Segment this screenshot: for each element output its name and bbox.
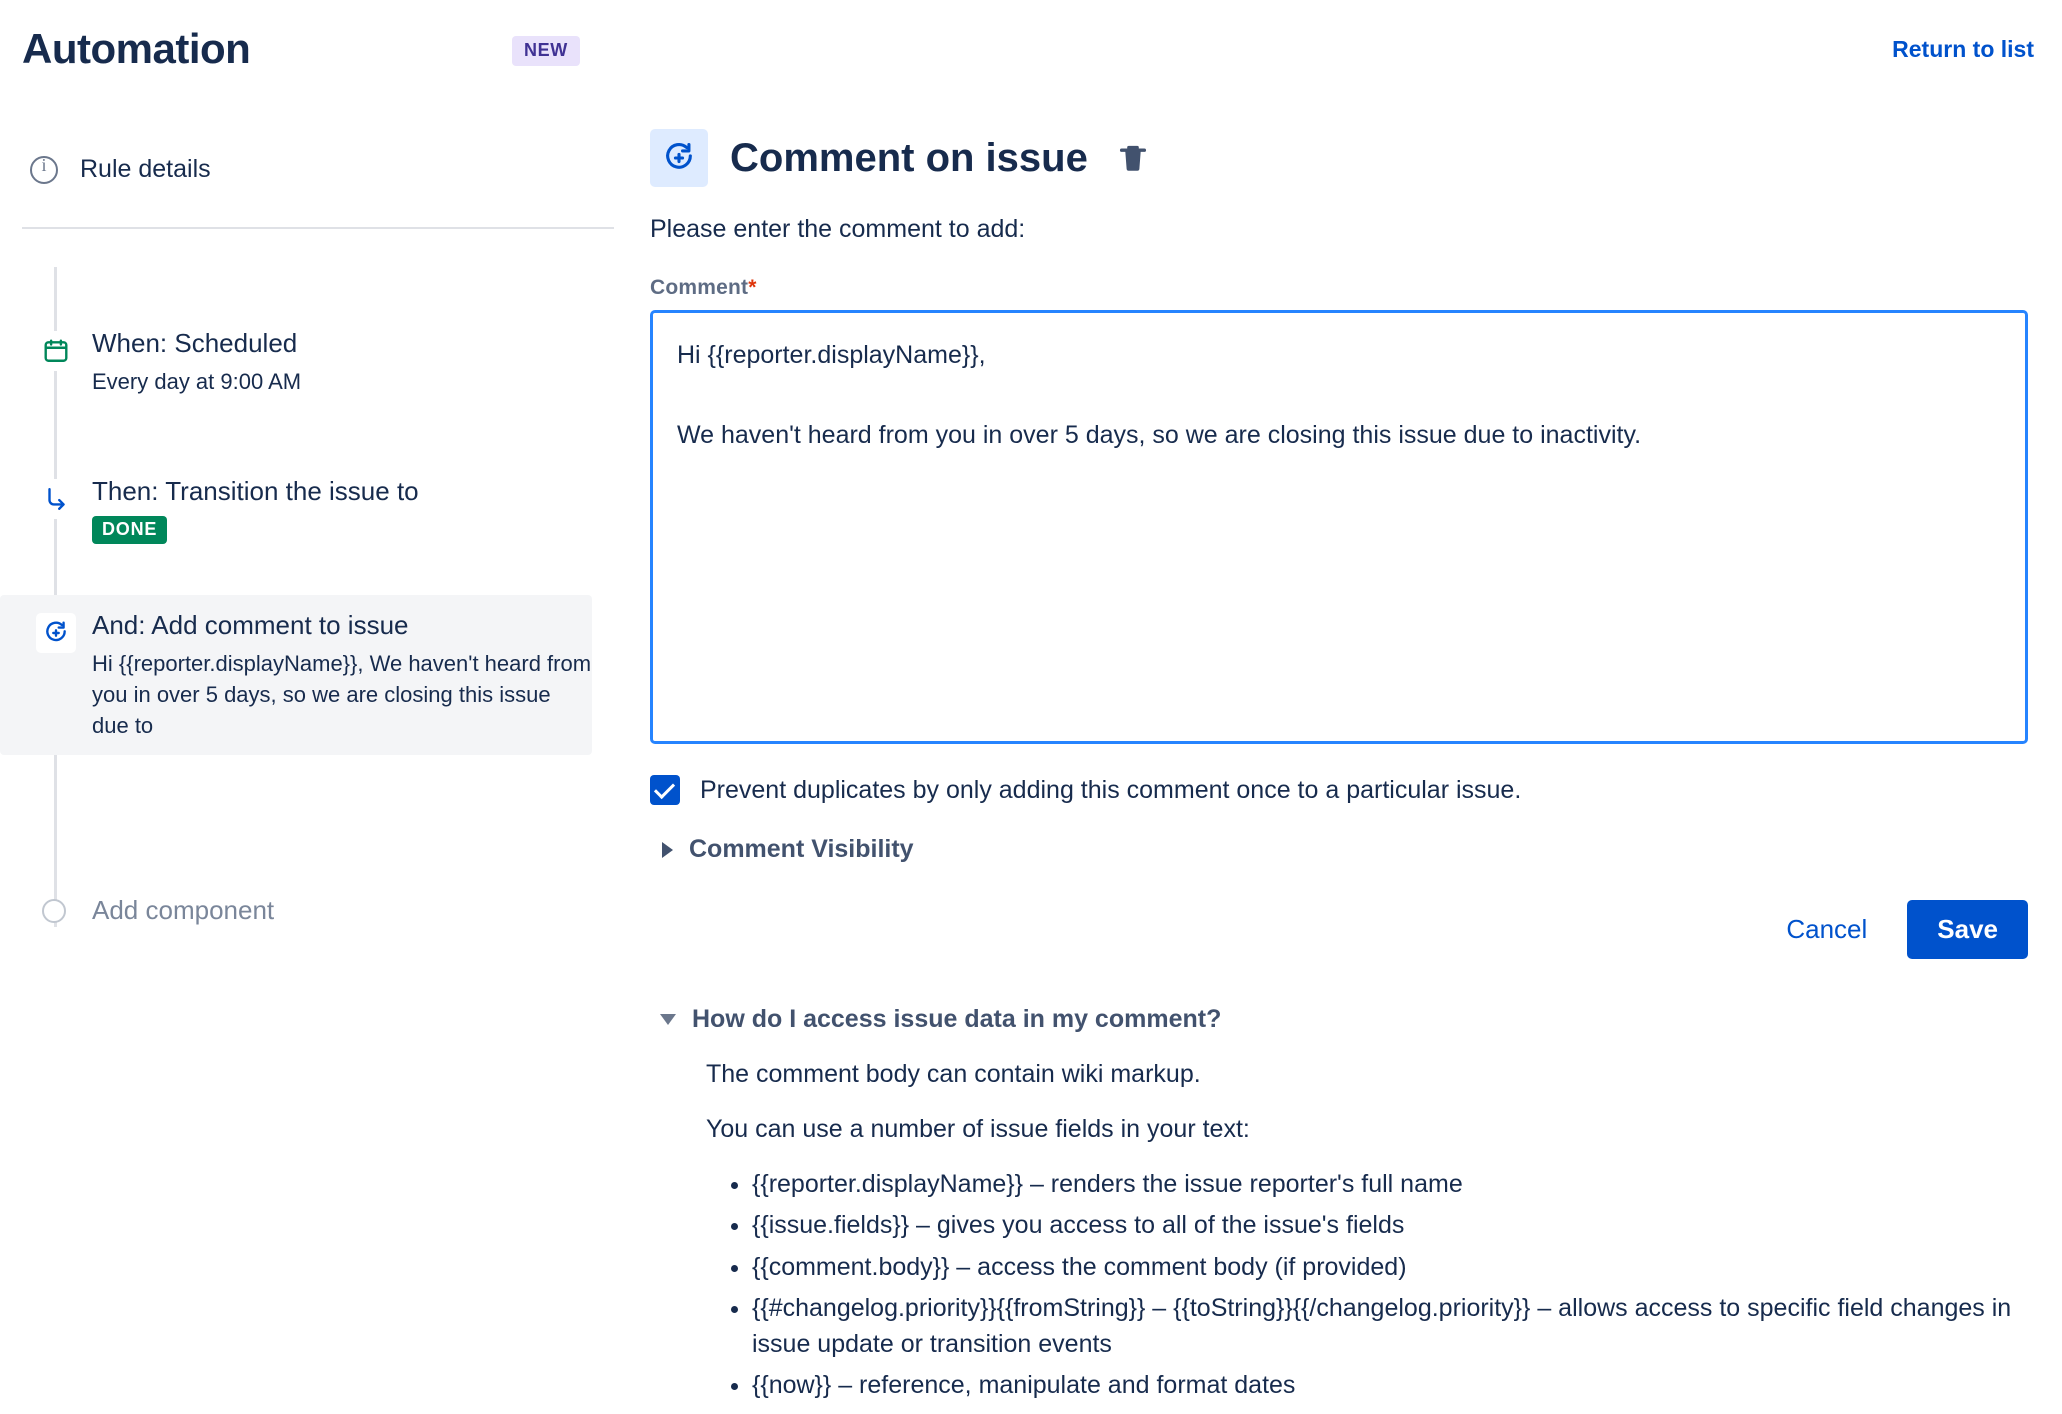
comment-input[interactable]	[650, 310, 2028, 744]
calendar-icon	[36, 331, 76, 371]
cancel-button[interactable]: Cancel	[1772, 904, 1881, 955]
timeline-step-then[interactable]	[0, 461, 592, 558]
help-field-list	[706, 1166, 2022, 1404]
list-item: • {{issue.fields}} – gives you access to all of the issue's fields	[752, 1207, 2022, 1243]
step-title: Then: Transition the issue to	[92, 476, 419, 506]
add-component-button[interactable]: Add component	[92, 895, 275, 925]
help-title: How do I access issue data in my comment?	[692, 1005, 1222, 1033]
list-item: • {{reporter.displayName}} – renders the issue reporter's full name	[752, 1166, 2022, 1202]
step-title: And: Add comment to issue	[92, 610, 409, 640]
comment-visibility-toggle[interactable]	[650, 835, 2022, 864]
action-buttons	[650, 900, 2028, 959]
save-button[interactable]: Save	[1907, 900, 2028, 959]
trash-icon[interactable]	[1116, 141, 1150, 175]
help-paragraph: The comment body can contain wiki markup.	[706, 1060, 1201, 1088]
prevent-duplicates-label: Prevent duplicates by only adding this comment once to a particular issue.	[700, 775, 1522, 804]
component-detail-panel	[620, 105, 2062, 1414]
help-toggle[interactable]	[650, 1005, 2022, 1034]
timeline-step-and-comment[interactable]	[0, 595, 592, 755]
panel-header	[650, 123, 2022, 193]
sidebar-item-rule-details[interactable]	[30, 155, 211, 184]
rule-sidebar	[0, 105, 620, 1414]
return-to-list-link[interactable]: Return to list	[1892, 36, 2034, 62]
required-marker: *	[748, 276, 757, 299]
panel-instruction: Please enter the comment to add:	[650, 215, 1026, 243]
comment-icon	[36, 613, 76, 653]
list-item: • {{comment.body}} – access the comment body (if provided)	[752, 1249, 2022, 1285]
step-subtitle: Every day at 9:00 AM	[92, 368, 302, 394]
step-title: When: Scheduled	[92, 328, 298, 358]
page-header	[0, 0, 2062, 105]
help-paragraph: You can use a number of issue fields in your text:	[706, 1115, 1250, 1143]
list-item: • {{now}} – reference, manipulate and format dates	[752, 1367, 2022, 1403]
sidebar-divider	[22, 227, 614, 229]
help-section	[650, 1005, 2022, 1404]
step-subtitle: Hi {{reporter.displayName}}, We haven't heard from you in over 5 days, so we are closing this issue due to	[92, 650, 592, 738]
info-icon	[30, 156, 58, 184]
rule-details-label: Rule details	[80, 155, 211, 183]
chevron-down-icon	[660, 1014, 676, 1025]
chevron-right-icon	[662, 842, 673, 858]
comment-icon	[650, 129, 708, 187]
timeline-step-when[interactable]	[0, 313, 592, 411]
prevent-duplicates-row[interactable]	[650, 775, 2022, 805]
new-badge: NEW	[512, 36, 580, 66]
add-component-dot	[42, 899, 66, 923]
help-body	[706, 1060, 2022, 1404]
comment-field-label	[650, 276, 2022, 300]
comment-label-text: Comment	[650, 276, 749, 299]
list-item: • {{#changelog.priority}}{{fromString}} – {{toString}}{{/changelog.priority}} – allows access to specific field changes in issue update or transition events	[752, 1290, 2022, 1363]
comment-visibility-label: Comment Visibility	[689, 835, 914, 863]
page-title: Automation	[22, 25, 251, 72]
transition-icon	[36, 479, 76, 519]
prevent-duplicates-checkbox[interactable]	[650, 775, 680, 805]
panel-title: Comment on issue	[730, 135, 1088, 180]
status-badge: DONE	[92, 516, 167, 544]
